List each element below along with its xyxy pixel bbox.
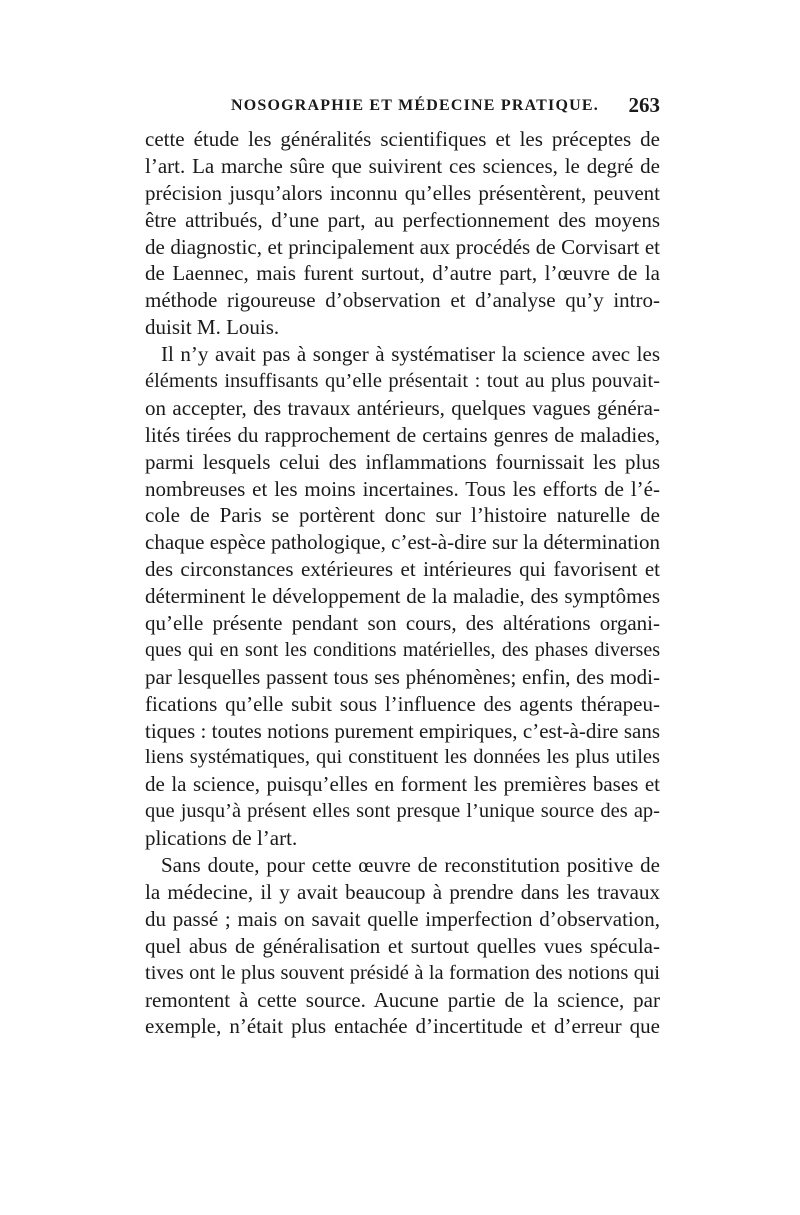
text-line: la médecine, il y avait beaucoup à prendre dans les travaux [145,879,660,904]
text-line: parmi lesquels celui des inflammations fournissait les plus [145,449,660,474]
text-line: éléments insuffisants qu’elle présentait : tout au plus pouvait- [145,370,660,393]
text-line: fications qu’elle subit sous l’influence des agents thérapeu- [145,691,660,716]
text-line: tiques : toutes notions purement empiriques, c’est-à-dire sans [145,718,660,743]
text-line: de Laennec, mais furent surtout, d’autre part, l’œuvre de la [145,261,660,286]
text-line: remontent à cette source. Aucune partie de la science, par [145,987,660,1012]
paragraph [145,341,660,852]
text-line: duisit M. Louis. [145,315,280,340]
paragraph [145,852,660,1040]
text-line: des circonstances extérieures et intérieures qui favorisent et [145,557,660,582]
paragraph [145,126,660,341]
text-line: chaque espèce pathologique, c’est-à-dire sur la détermination [145,530,660,555]
text-line: par lesquelles passent tous ses phénomènes; enfin, des modi- [145,664,660,689]
text-line: de diagnostic, et principalement aux procédés de Corvisart et [145,234,660,259]
text-line: tives ont le plus souvent présidé à la formation des notions qui [145,961,660,984]
running-title: NOSOGRAPHIE ET MÉDECINE PRATIQUE. [231,97,599,114]
text-line: cette étude les généralités scientifiques et les préceptes de [145,127,660,151]
text-line: Sans doute, pour cette œuvre de reconstitution positive de [161,853,660,878]
text-line: ques qui en sont les conditions matérielles, des phases diverses [145,638,660,661]
text-line: du passé ; mais on savait quelle imperfection d’observation, [145,906,660,931]
text-line: exemple, n’était plus entachée d’incertitude et d’erreur que [145,1014,660,1039]
text-line: l’art. La marche sûre que suivirent ces sciences, le degré de [145,153,660,178]
text-line: qu’elle présente pendant son cours, des altérations organi- [145,611,660,636]
text-line: que jusqu’à présent elles sont presque l’unique source des ap- [145,800,660,823]
text-line: lités tirées du rapprochement de certains genres de maladies, [145,422,660,447]
text-line: liens systématiques, qui constituent les données les plus utiles [145,746,660,769]
text-line: plications de l’art. [145,826,298,851]
text-line: de la science, puisqu’elles en forment les premières bases et [145,772,660,797]
body-text [145,126,660,1040]
page-number: 263 [628,93,660,117]
text-line: on accepter, des travaux antérieurs, quelques vagues généra- [145,395,660,420]
text-line: cole de Paris se portèrent donc sur l’histoire naturelle de [145,503,660,528]
text-line: nombreuses et les moins incertaines. Tous les efforts de l’é- [145,476,660,501]
text-line: précision jusqu’alors inconnu qu’elles présentèrent, peuvent [145,180,660,205]
text-line: déterminent le développement de la maladie, des symptômes [145,584,660,609]
text-line: méthode rigoureuse d’observation et d’analyse qu’y intro- [145,288,660,313]
text-line: quel abus de généralisation et surtout quelles vues spécula- [145,933,660,958]
text-line: Il n’y avait pas à songer à systématiser la science avec les [161,342,660,367]
text-line: être attribués, d’une part, au perfectionnement des moyens [145,207,660,232]
running-head [145,93,660,123]
